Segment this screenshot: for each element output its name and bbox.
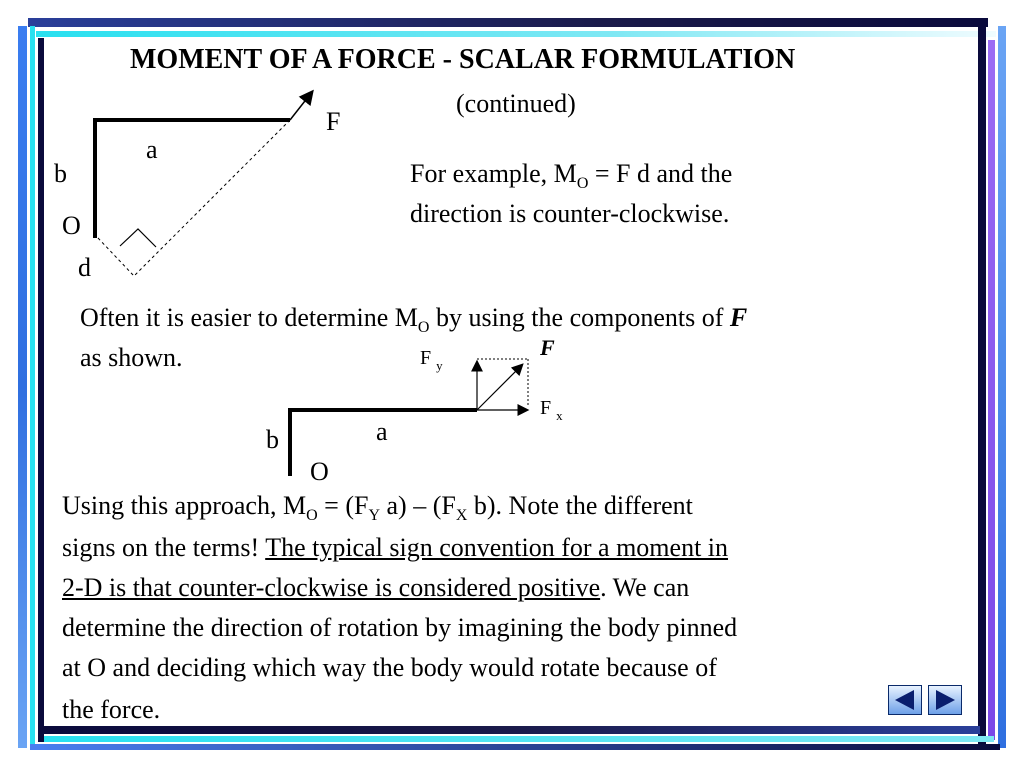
diagram2-label-b: b (266, 425, 279, 454)
prev-slide-button[interactable] (888, 685, 922, 715)
approach-line-1: Using this approach, $M_O = (F_Y$ $a) - (F_X$ b). Note the different (62, 491, 693, 524)
approach-line-4: determine the direction of rotation by imagining the body pinned (62, 613, 738, 642)
diagram2-label-Fx: F $_x$ (540, 397, 563, 423)
slide-subtitle: (continued) (456, 89, 576, 118)
diagram1-label-O: O (62, 211, 81, 240)
diagram1-label-b: b (54, 159, 67, 188)
diagram1-label-d: d (78, 253, 91, 282)
approach-line-6: the force. (62, 695, 161, 724)
frame-left-blue (18, 26, 27, 748)
frame-top-dark (28, 18, 988, 27)
arrow-right-icon (929, 686, 961, 714)
moment-arm-d (98, 238, 134, 276)
diagram1-label-F: F (326, 107, 341, 136)
components-line-1: Often it is easier to determine $M_O$ by using the components of F (80, 303, 748, 336)
diagram2-label-a: a (376, 417, 388, 446)
force-arrow (290, 92, 312, 120)
right-angle-mark (120, 229, 156, 247)
example-line-2: direction is counter-clockwise. (410, 199, 730, 228)
frame-bottom-cyan (44, 736, 994, 742)
next-slide-button[interactable] (928, 685, 962, 715)
frame-bottom-navy (30, 744, 1000, 750)
frame-bottom-dark (44, 726, 980, 734)
frame-left-cyan (30, 26, 35, 748)
diagram2-label-F: F (540, 335, 555, 360)
force-F-arrow (477, 365, 522, 410)
approach-line-2: signs on the terms! The typical sign convention for a moment in (62, 533, 729, 562)
frame-top-cyan (36, 31, 996, 37)
frame-right-purple (988, 40, 995, 740)
approach-line-3: 2-D is that counter-clockwise is considered positive. We can (62, 573, 690, 602)
example-line-1: For example, $M_O = F$ d and the (410, 159, 733, 192)
arrow-left-icon (889, 686, 921, 714)
frame-right-dark (978, 26, 986, 744)
slide-title: MOMENT OF A FORCE - SCALAR FORMULATION (130, 44, 796, 75)
approach-line-5: at O and deciding which way the body would rotate because of (62, 653, 717, 682)
diagram2-label-O: O (310, 457, 329, 486)
components-line-2: as shown. (80, 343, 183, 372)
diagram2-label-Fy: F $_y$ (420, 347, 443, 373)
frame-right-blue (998, 26, 1006, 748)
diagram1-label-a: a (146, 135, 158, 164)
